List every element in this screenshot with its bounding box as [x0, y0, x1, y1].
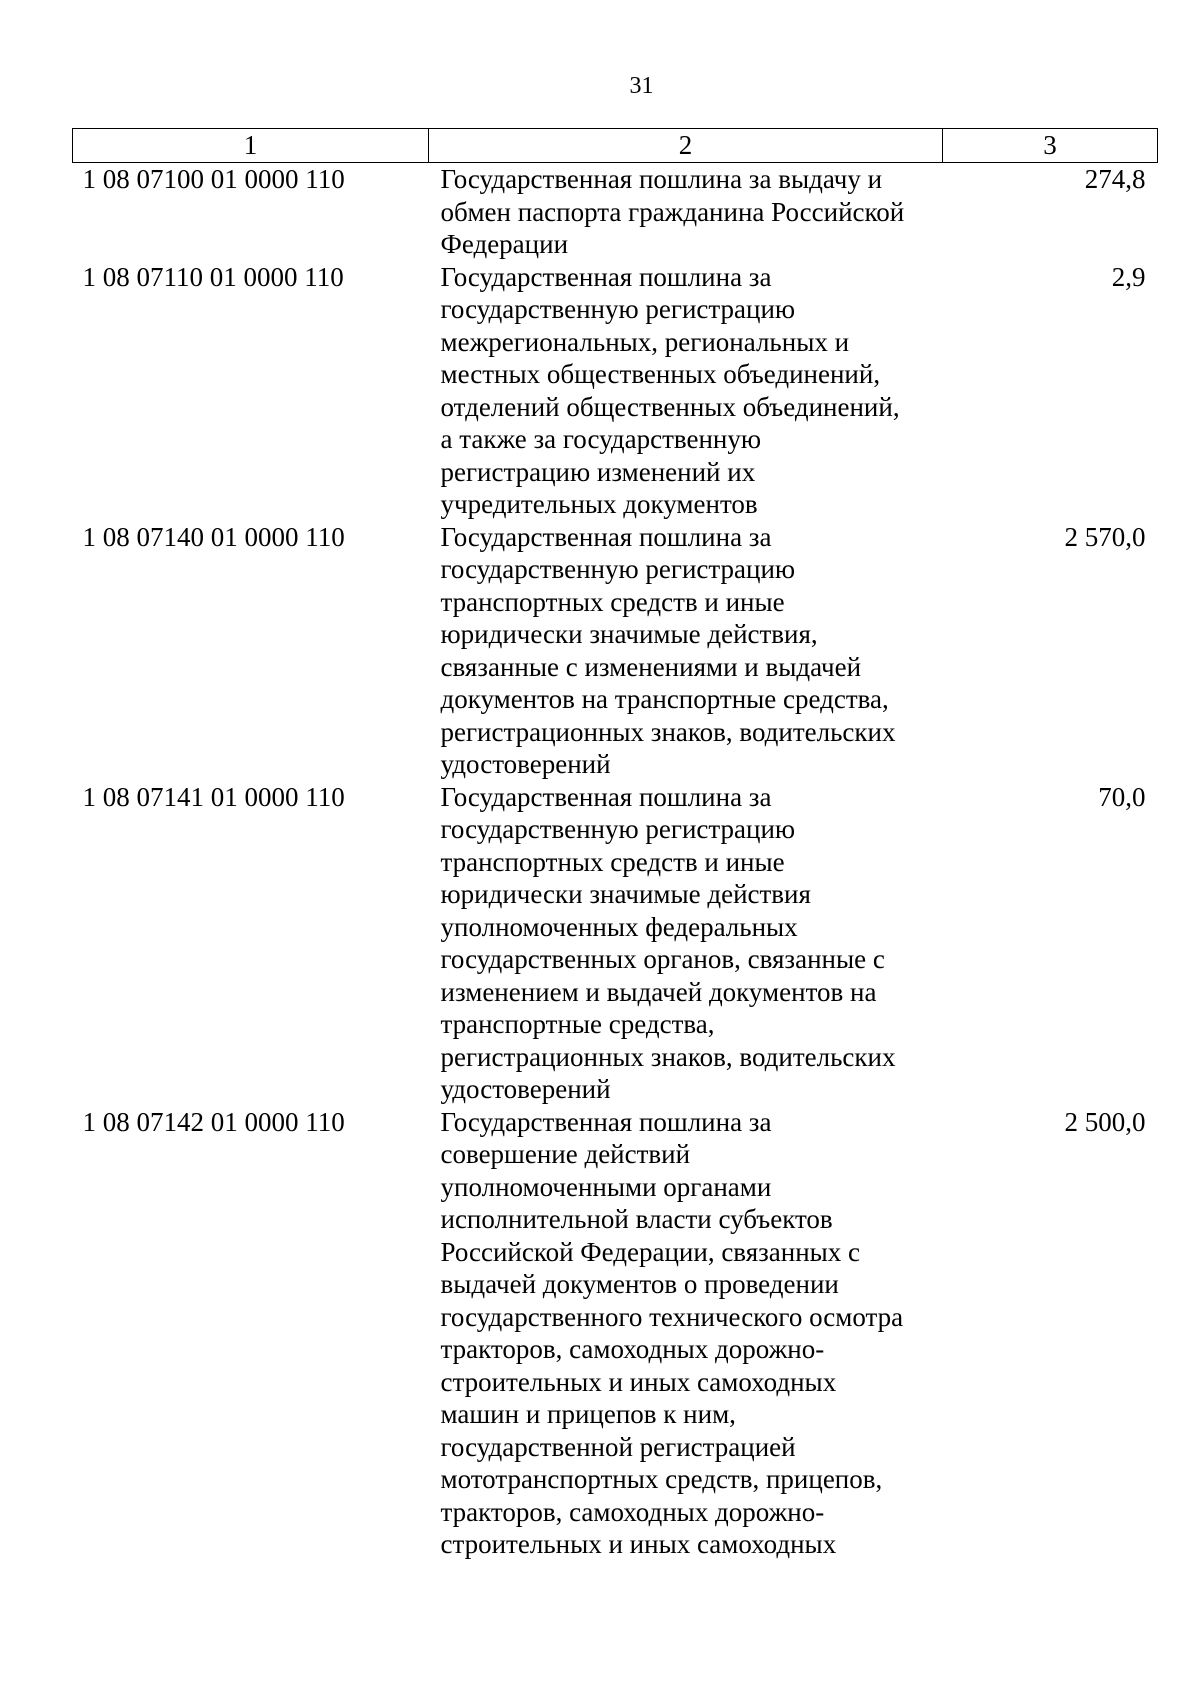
budget-code: 1 08 07142 01 0000 110 — [82, 1106, 345, 1137]
column-header-3: 3 — [943, 129, 1158, 163]
column-header-2: 2 — [429, 129, 943, 163]
amount-value: 2 570,0 — [1064, 521, 1146, 552]
budget-code: 1 08 07100 01 0000 110 — [82, 164, 345, 194]
table-row — [73, 1106, 1158, 1561]
table-header-row — [73, 129, 1158, 163]
amount-value: 274,8 — [1084, 164, 1146, 194]
revenue-description: Государственная пошлина за государственную регистрацию межрегиональных, региональных и местных общественных объединений, отделений общественных объединений, а также за государственную регистрацию изменений их учредительных документов — [440, 261, 900, 519]
table-row — [73, 521, 1158, 781]
table-row — [73, 163, 1158, 261]
amount-value: 2,9 — [1111, 261, 1146, 292]
revenue-description: Государственная пошлина за выдачу и обмен паспорта гражданина Российской Федерации — [440, 164, 905, 259]
revenue-description: Государственная пошлина за государственную регистрацию транспортных средств и иные юридически значимые действия, связанные с изменениями и выдачей документов на транспортные средства, регистрационных знаков, водительских удостоверений — [440, 521, 896, 779]
budget-code: 1 08 07140 01 0000 110 — [82, 521, 345, 552]
amount-value: 70,0 — [1098, 781, 1146, 812]
budget-code: 1 08 07141 01 0000 110 — [82, 781, 345, 812]
page-number: 31 — [629, 73, 654, 99]
revenue-description: Государственная пошлина за государственную регистрацию транспортных средств и иные юридически значимые действия уполномоченных федеральных государственных органов, связанные с изменением и выдачей документов на транспортные средства, регистрационных знаков, водительских удостоверений — [440, 781, 896, 1104]
revenue-table — [72, 128, 1158, 1561]
table-row — [73, 261, 1158, 521]
budget-code: 1 08 07110 01 0000 110 — [82, 261, 344, 292]
column-header-1: 1 — [73, 129, 429, 163]
amount-value: 2 500,0 — [1064, 1106, 1146, 1137]
table-row — [73, 781, 1158, 1106]
revenue-description: Государственная пошлина за совершение действий уполномоченными органами исполнительной власти субъектов Российской Федерации, связанных с выдачей документов о проведении государственного технического осмотра тракторов, самоходных дорожно- строительных и иных самоходных машин и прицепов к ним, государственной регистрацией мототранспортных средств, прицепов, тракторов, самоходных дорожно- строительных и иных самоходных — [440, 1106, 904, 1559]
